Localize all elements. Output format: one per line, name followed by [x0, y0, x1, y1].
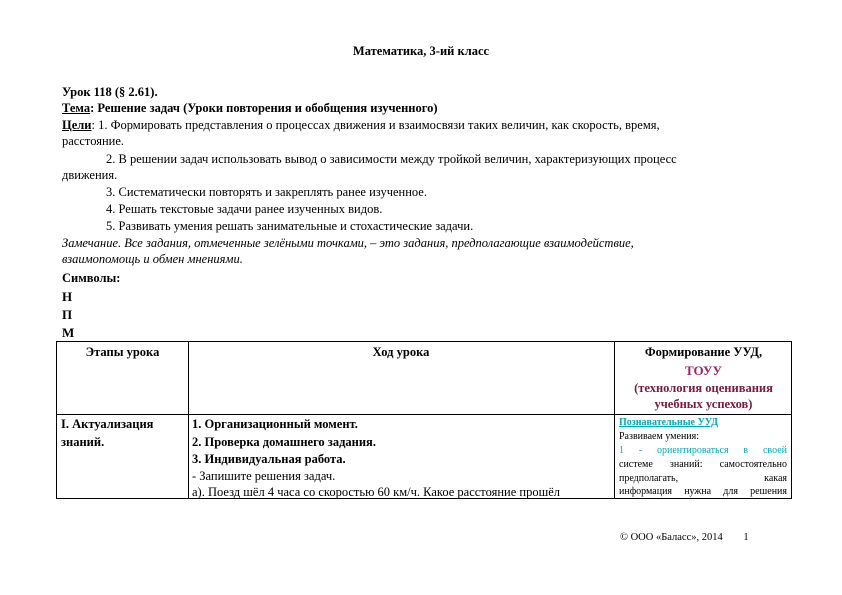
topic-line [62, 101, 438, 116]
uud-line-5: информация нужна для решения [619, 486, 787, 497]
symbols-label: Символы: [62, 271, 121, 285]
symbol-m: М [62, 325, 75, 340]
note-line-2: взаимопомощь и обмен мнениями. [62, 252, 243, 266]
header-uud: Формирование УУД, [644, 345, 763, 359]
footer [620, 532, 800, 543]
header-touu: ТОУУ [685, 363, 722, 378]
copyright: © ООО «Баласс», 2014 [620, 532, 723, 543]
lesson-table [56, 341, 792, 499]
header-stages: Этапы урока [85, 345, 160, 359]
goal-2-cont: движения. [62, 168, 118, 182]
uud-line-2-text: 1 - ориентироваться в своей [619, 445, 787, 456]
uud-heading: Познавательные УУД [619, 417, 719, 428]
uud-line-4: предполагать, какая [619, 473, 787, 484]
topic-label: Тема [62, 101, 91, 115]
goal-1-cont: расстояние. [62, 134, 125, 148]
symbol-p: П [62, 307, 73, 322]
page-number: 1 [743, 532, 749, 543]
goal-5: 5. Развивать умения решать занимательные и стохастические задачи. [106, 219, 474, 233]
header-course: Ход урока [372, 345, 430, 359]
goal-2: 2. В решении задач использовать вывод о зависимости между тройкой величин, характеризующих процесс [106, 152, 677, 166]
uud-line-2 [619, 445, 787, 457]
goal-3: 3. Систематически повторять и закреплять ранее изученное. [106, 185, 427, 199]
goals-line-1 [62, 118, 660, 133]
goals-label: Цели [62, 118, 92, 132]
goal-4: 4. Решать текстовые задачи ранее изученных видов. [106, 202, 383, 216]
uud-line-1: Развиваем умения: [619, 431, 700, 442]
header-touu-desc-1: (технология оценивания [634, 381, 773, 395]
lesson-number: Урок 118 (§ 2.61). [62, 85, 158, 99]
note-line-1: Замечание. Все задания, отмеченные зелёными точками, – это задания, предполагающие взаимодействие, [62, 236, 634, 250]
course-step-2: 2. Проверка домашнего задания. [192, 435, 376, 449]
goal-1: : 1. Формировать представления о процессах движения и взаимосвязи таких величин, как скорость, время, [91, 118, 660, 132]
stage-line-2: знаний. [61, 435, 105, 449]
course-step-3: 3. Индивидуальная работа. [192, 452, 346, 466]
uud-line-3: системе знаний: самостоятельно [619, 459, 787, 470]
course-instruction: - Запишите решения задач. [192, 469, 336, 483]
stage-line-1: I. Актуализация [61, 417, 154, 431]
course-task-a: а). Поезд шёл 4 часа со скоростью 60 км/ч. Какое расстояние прошёл [192, 485, 561, 499]
course-step-1: 1. Организационный момент. [192, 417, 358, 431]
topic-text: : Решение задач (Уроки повторения и обобщения изученного) [90, 101, 438, 115]
document-title: Математика, 3-ий класс [352, 44, 490, 58]
header-touu-desc-2: учебных успехов) [654, 397, 753, 411]
symbol-n: Н [62, 289, 73, 304]
